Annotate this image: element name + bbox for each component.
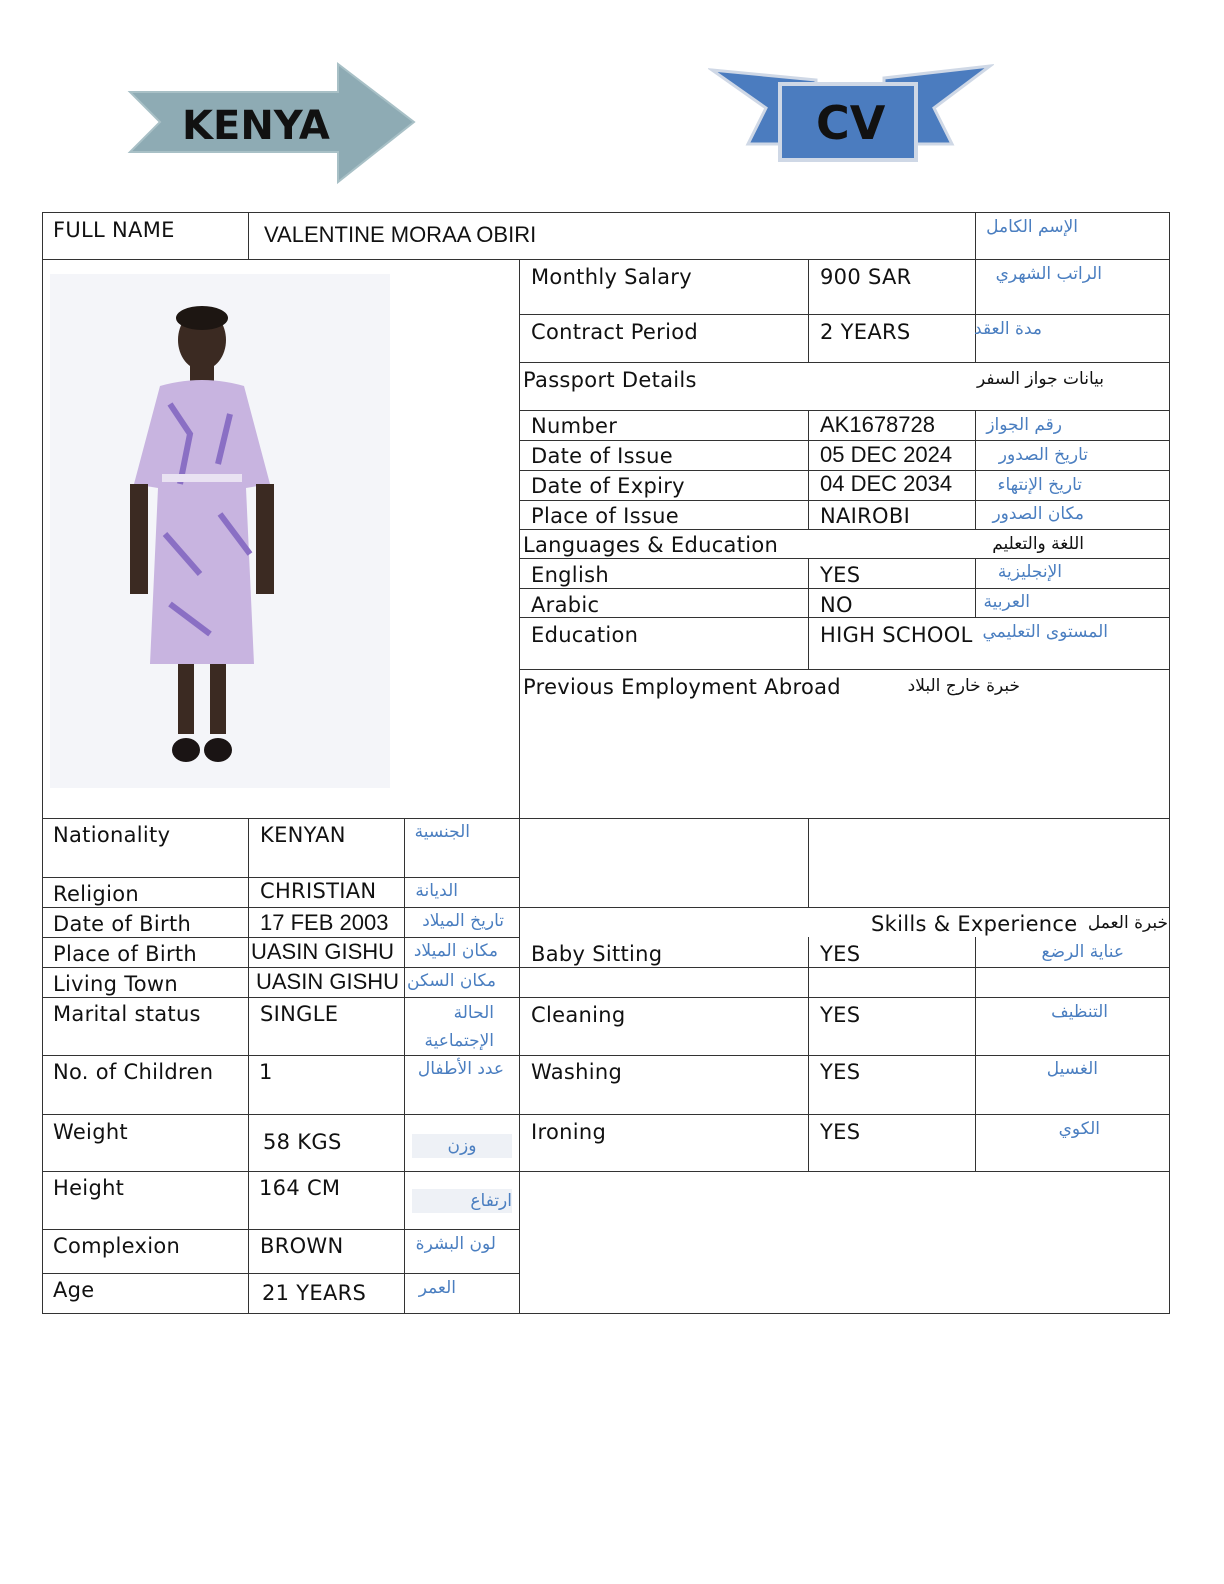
place-of-issue-value: NAIROBI: [820, 504, 911, 528]
cv-label: CV: [816, 96, 886, 150]
religion-label-ar: الديانة: [415, 881, 458, 901]
contract-period-value: 2 YEARS: [820, 320, 911, 344]
date-of-expiry-label-ar: تاريخ الإنتهاء: [997, 475, 1082, 495]
date-of-expiry-label: Date of Expiry: [531, 474, 685, 498]
religion-label: Religion: [53, 882, 139, 906]
passport-number-label-ar: رقم الجواز: [986, 415, 1062, 435]
living-town-value: UASIN GISHU: [256, 969, 400, 994]
english-label-ar: الإنجليزية: [997, 562, 1062, 582]
children-label-ar: عدد الأطفال: [417, 1059, 504, 1079]
arabic-label-ar: العربية: [983, 592, 1030, 612]
date-of-issue-label-ar: تاريخ الصدور: [998, 445, 1088, 465]
place-of-birth-label-ar: مكان الميلاد: [413, 941, 498, 961]
arabic-label: Arabic: [531, 593, 600, 617]
date-of-birth-label: Date of Birth: [53, 912, 192, 936]
contract-period-label-ar: مدة العقد: [974, 319, 1042, 339]
date-of-birth-label-ar: تاريخ الميلاد: [422, 911, 504, 931]
children-label: No. of Children: [53, 1060, 214, 1084]
education-label: Education: [531, 623, 639, 647]
age-label: Age: [53, 1278, 95, 1302]
employment-title: Previous Employment Abroad: [523, 675, 841, 699]
country-label: KENYA: [182, 103, 330, 149]
education-value: HIGH SCHOOL: [820, 623, 973, 647]
ironing-label-ar: الكوي: [1058, 1119, 1100, 1139]
height-label-ar: ارتفاع: [412, 1189, 512, 1213]
living-town-label-ar: مكان السكن: [407, 971, 496, 991]
english-value: YES: [820, 563, 861, 587]
nationality-label-ar: الجنسية: [414, 822, 470, 842]
nationality-value: KENYAN: [260, 823, 346, 847]
monthly-salary-label-ar: الراتب الشهري: [995, 264, 1102, 284]
passport-title: Passport Details: [523, 368, 697, 392]
full-name-label: FULL NAME: [53, 218, 175, 242]
cv-table: [42, 212, 1170, 1314]
age-label-ar: العمر: [418, 1278, 456, 1298]
ironing-label: Ironing: [531, 1120, 607, 1144]
baby-sitting-label-ar: عناية الرضع: [1041, 942, 1124, 962]
height-label: Height: [53, 1176, 125, 1200]
place-of-birth-value: UASIN GISHU: [251, 939, 395, 964]
cleaning-label-ar: التنظيف: [1051, 1002, 1108, 1022]
date-of-birth-value: 17 FEB 2003: [260, 910, 389, 935]
date-of-issue-label: Date of Issue: [531, 444, 673, 468]
marital-status-label: Marital status: [53, 1002, 201, 1026]
monthly-salary-label: Monthly Salary: [531, 265, 692, 289]
complexion-label: Complexion: [53, 1234, 181, 1258]
contract-period-label: Contract Period: [531, 320, 698, 344]
place-of-issue-label-ar: مكان الصدور: [992, 504, 1084, 524]
weight-value: 58 KGS: [263, 1130, 342, 1154]
passport-number-value: AK1678728: [820, 412, 935, 437]
place-of-birth-label: Place of Birth: [53, 942, 198, 966]
english-label: English: [531, 563, 609, 587]
baby-sitting-label: Baby Sitting: [531, 942, 663, 966]
languages-title: Languages & Education: [523, 533, 779, 557]
religion-value: CHRISTIAN: [260, 879, 377, 903]
complexion-value: BROWN: [260, 1234, 344, 1258]
living-town-label: Living Town: [53, 972, 179, 996]
education-label-ar: المستوى التعليمي: [982, 622, 1108, 642]
passport-title-ar: بيانات جواز السفر: [976, 369, 1104, 389]
full-name-label-ar: الإسم الكامل: [986, 217, 1078, 237]
arabic-value: NO: [820, 593, 853, 617]
date-of-expiry-value: 04 DEC 2034: [820, 471, 953, 496]
full-name-value: VALENTINE MORAA OBIRI: [264, 222, 537, 247]
complexion-label-ar: لون البشرة: [415, 1234, 496, 1254]
height-value: 164 CM: [259, 1176, 341, 1200]
skills-title: Skills & Experience: [871, 912, 1078, 936]
skills-title-ar: خبرة العمل: [1087, 913, 1168, 933]
employment-title-ar: خبرة خارج البلاد: [907, 676, 1020, 696]
candidate-photo: [50, 274, 390, 788]
place-of-issue-label: Place of Issue: [531, 504, 679, 528]
nationality-label: Nationality: [53, 823, 171, 847]
weight-label: Weight: [53, 1120, 128, 1144]
cleaning-label: Cleaning: [531, 1003, 626, 1027]
date-of-issue-value: 05 DEC 2024: [820, 442, 953, 467]
person-silhouette-icon: [50, 274, 390, 788]
marital-status-label-ar: الحالة الإجتماعية: [424, 1003, 494, 1051]
washing-label-ar: الغسيل: [1046, 1059, 1098, 1079]
washing-label: Washing: [531, 1060, 623, 1084]
marital-status-value: SINGLE: [260, 1002, 339, 1026]
age-value: 21 YEARS: [262, 1281, 367, 1305]
baby-sitting-value: YES: [820, 942, 861, 966]
washing-value: YES: [820, 1060, 861, 1084]
cleaning-value: YES: [820, 1003, 861, 1027]
languages-title-ar: اللغة والتعليم: [992, 534, 1084, 554]
passport-number-label: Number: [531, 414, 618, 438]
monthly-salary-value: 900 SAR: [820, 265, 912, 289]
weight-label-ar: وزن: [412, 1134, 512, 1158]
ironing-value: YES: [820, 1120, 861, 1144]
children-value: 1: [259, 1060, 273, 1084]
